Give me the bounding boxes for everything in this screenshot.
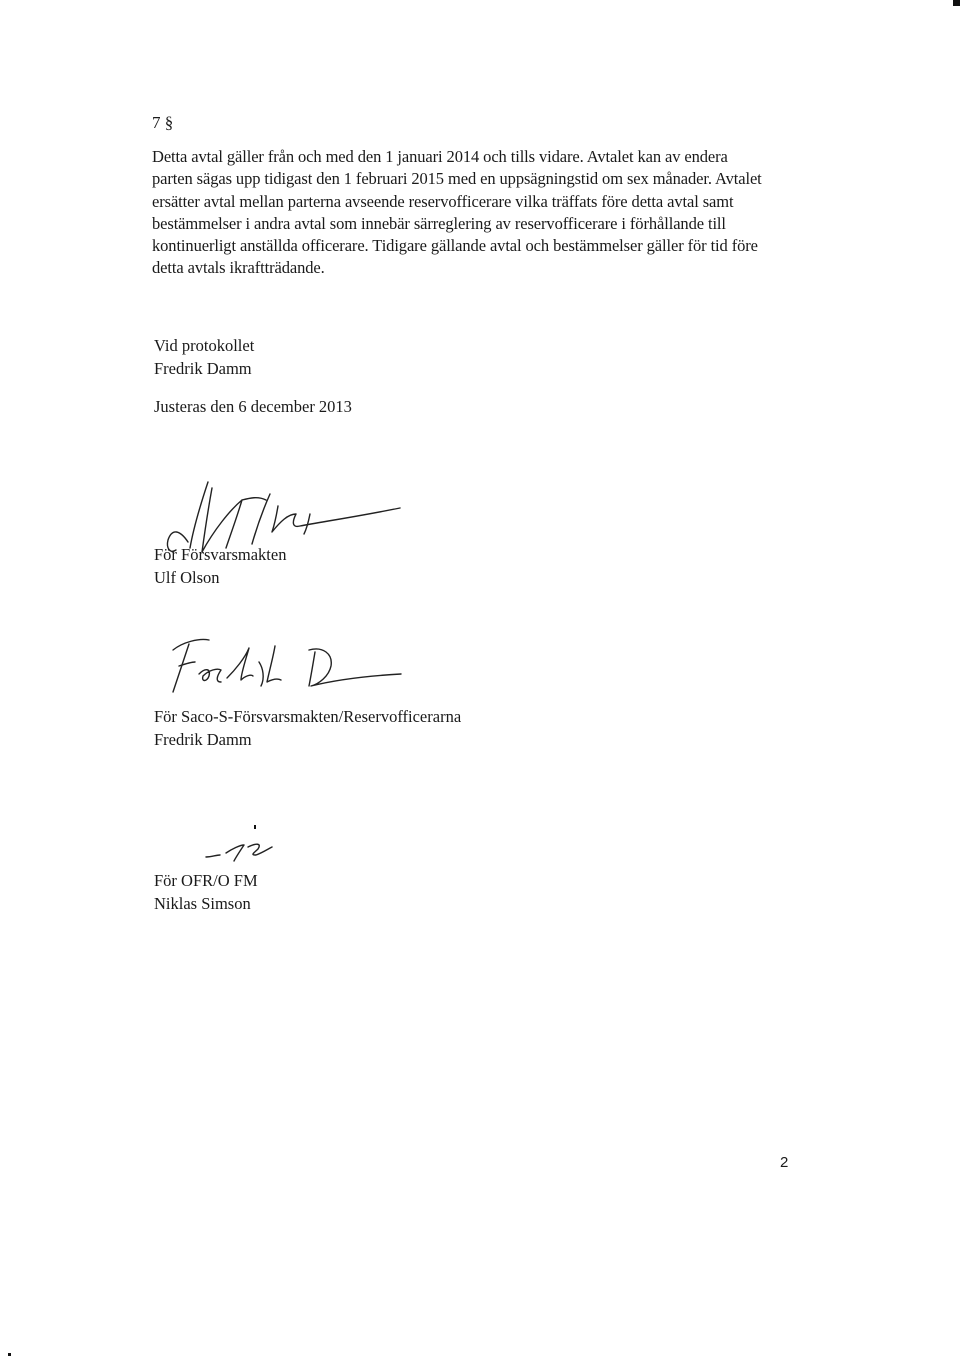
signatory-block (154, 869, 258, 915)
scan-speck (254, 825, 256, 829)
handwritten-signature-icon (165, 628, 405, 698)
paragraph-line: Detta avtal gäller från och med den 1 januari 2014 och tills vidare. Avtalet kan av endera (152, 147, 728, 166)
protocol-label: Vid protokollet (154, 336, 255, 355)
protocol-block (154, 334, 254, 380)
page-number: 2 (780, 1154, 789, 1171)
signatory-organization: För Saco-S-Försvarsmakten/Reservofficerarna (154, 707, 462, 726)
scan-speck (8, 1353, 11, 1356)
protocol-name: Fredrik Damm (154, 359, 252, 378)
signatory-block (154, 705, 461, 751)
paragraph-line: ersätter avtal mellan parterna avseende reservofficerare vilka träffats före detta avtal samt (152, 191, 734, 211)
signatory-name: Niklas Simson (154, 894, 251, 913)
signatory-organization: För OFR/O FM (154, 871, 258, 890)
agreement-paragraph (152, 146, 792, 280)
signatory-block (154, 543, 286, 589)
paragraph-line: kontinuerligt anställda officerare. Tidigare gällande avtal och bestämmelser gäller för tid före (152, 236, 758, 256)
signatory-name: Ulf Olson (154, 568, 220, 587)
paragraph-line: parten sägas upp tidigast den 1 februari 2015 med en uppsägningstid om sex månader. Avtalet (152, 169, 762, 189)
section-heading: 7 § (152, 113, 174, 132)
paragraph-line: bestämmelser i andra avtal som innebär särreglering av reservofficerare i förhållande till (152, 213, 726, 233)
signatory-organization: För Försvarsmakten (154, 545, 287, 564)
paragraph-line: detta avtals ikraftträdande. (152, 258, 325, 278)
handwritten-signature-icon (200, 835, 290, 865)
adjusted-date: Justeras den 6 december 2013 (154, 397, 352, 416)
scan-speck (953, 0, 960, 6)
signatory-name: Fredrik Damm (154, 730, 252, 749)
